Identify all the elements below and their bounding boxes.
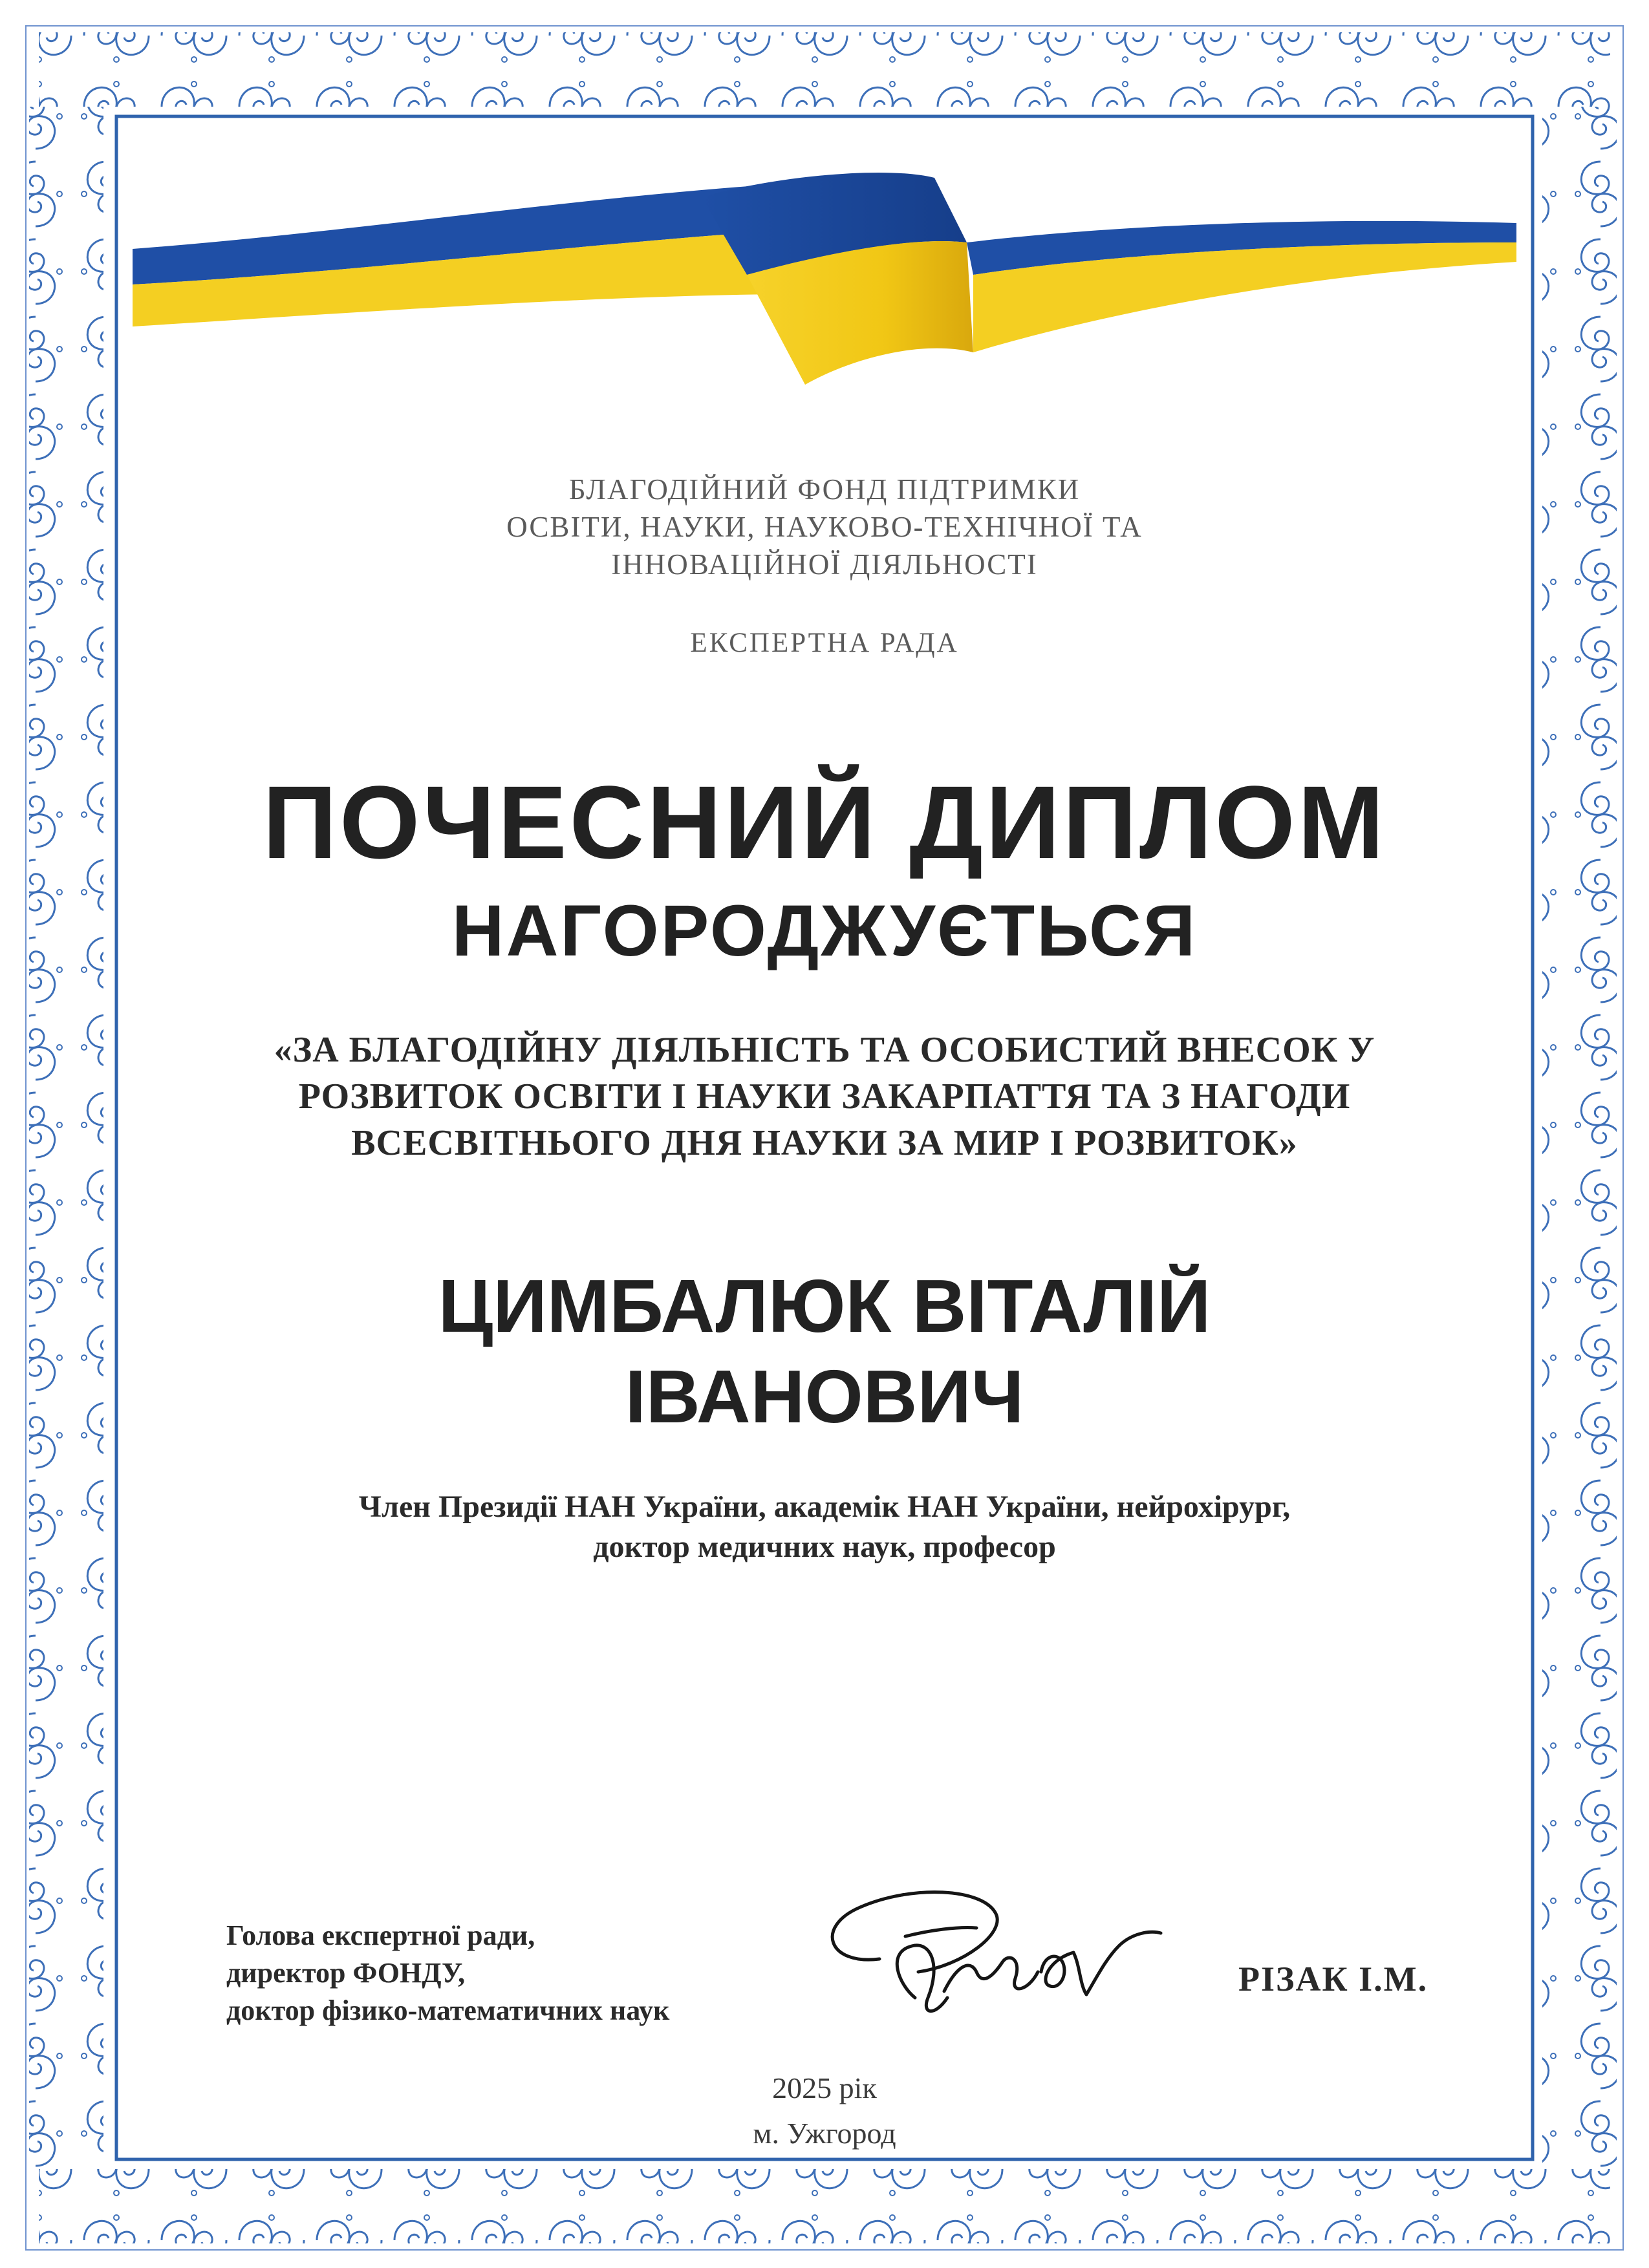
award-reason-line-2: РОЗВИТОК ОСВІТИ І НАУКИ ЗАКАРПАТТЯ ТА З НАГОДИ (298, 1076, 1351, 1117)
recipient-name-line-2: ІВАНОВИЧ (625, 1354, 1024, 1439)
org-name-line-3: ІННОВАЦІЙНОЇ ДІЯЛЬНОСТІ (611, 548, 1038, 581)
org-name-line-2: ОСВІТИ, НАУКИ, НАУКОВО-ТЕХНІЧНОЇ ТА (506, 511, 1143, 543)
ukraine-flag-ribbon-icon (133, 165, 1516, 411)
diploma-subtitle: НАГОРОДЖУЄТЬСЯ (451, 890, 1198, 971)
recipient-name (0, 1261, 1649, 1442)
award-reason (0, 1027, 1649, 1166)
signature-icon (802, 1868, 1164, 2037)
recipient-titles (0, 1487, 1649, 1567)
signer-role-line-1: Голова експертної ради, (226, 1920, 535, 1951)
recipient-name-line-1: ЦИМБАЛЮК ВІТАЛІЙ (438, 1264, 1211, 1348)
recipient-titles-line-2: доктор медичних наук, професор (593, 1530, 1056, 1564)
signer-role-line-3: доктор фізико-математичних наук (226, 1995, 670, 2026)
recipient-titles-line-1: Член Президії НАН України, академік НАН України, нейрохірург, (358, 1490, 1291, 1524)
signer-role (226, 1917, 669, 2029)
award-reason-line-3: ВСЕСВІТНЬОГО ДНЯ НАУКИ ЗА МИР І РОЗВИТОК» (351, 1123, 1298, 1163)
expert-council: ЕКСПЕРТНА РАДА (690, 628, 959, 658)
organization-header (0, 471, 1649, 583)
signer-role-line-2: директор ФОНДУ, (226, 1957, 466, 1989)
org-name-line-1: БЛАГОДІЙНИЙ ФОНД ПІДТРИМКИ (568, 473, 1081, 506)
diploma-title: ПОЧЕСНИЙ ДИПЛОМ (262, 764, 1387, 880)
signer-name: РІЗАК І.М. (1238, 1960, 1428, 1998)
issue-year: 2025 рік (772, 2071, 877, 2104)
award-reason-line-1: «ЗА БЛАГОДІЙНУ ДІЯЛЬНІСТЬ ТА ОСОБИСТИЙ ВНЕСОК У (274, 1030, 1375, 1070)
issue-city: м. Ужгород (753, 2117, 896, 2150)
footer (0, 2066, 1649, 2156)
